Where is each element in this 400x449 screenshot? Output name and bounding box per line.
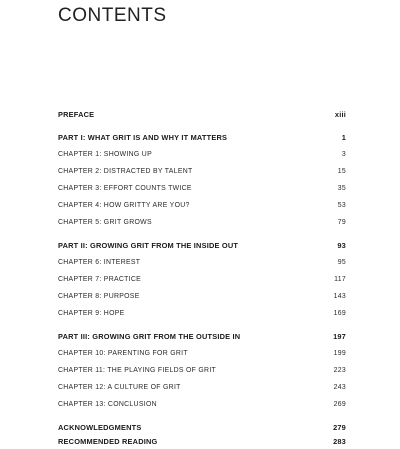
toc-page-number: 3	[341, 151, 346, 158]
toc-chapter-label: CHAPTER 7: PRACTICE	[58, 276, 142, 283]
toc-page-number: 279	[333, 423, 346, 432]
toc-page-number: 53	[337, 202, 346, 209]
toc-page-number: 283	[333, 437, 346, 446]
toc-entry-label: PREFACE	[58, 110, 95, 119]
toc-chapter-label: CHAPTER 11: THE PLAYING FIELDS OF GRIT	[58, 367, 217, 374]
toc-chapter-5	[58, 216, 346, 230]
toc-chapter-label: CHAPTER 1: SHOWING UP	[58, 151, 152, 158]
toc-chapter-9	[58, 307, 346, 321]
toc-entry-label: ACKNOWLEDGMENTS	[58, 423, 142, 432]
toc-chapter-10	[58, 347, 346, 361]
toc-chapter-label: CHAPTER 6: INTEREST	[58, 259, 141, 266]
toc-chapter-3	[58, 182, 346, 196]
toc-page-number: 95	[337, 259, 346, 266]
toc-chapter-7	[58, 273, 346, 287]
toc-part-3	[58, 330, 346, 344]
toc-chapter-label: CHAPTER 9: HOPE	[58, 310, 125, 317]
toc-part-2	[58, 239, 346, 253]
toc-page-number: 223	[333, 367, 346, 374]
toc-page-number: 93	[337, 241, 346, 250]
toc-page-number: 79	[337, 219, 346, 226]
toc-chapter-label: CHAPTER 3: EFFORT COUNTS TWICE	[58, 185, 192, 192]
toc-chapter-label: CHAPTER 5: GRIT GROWS	[58, 219, 152, 226]
toc-entry-acknowledgments	[58, 421, 346, 435]
toc-chapter-6	[58, 256, 346, 270]
toc-chapter-label: CHAPTER 13: CONCLUSION	[58, 401, 157, 408]
toc-chapter-label: CHAPTER 8: PURPOSE	[58, 293, 140, 300]
toc-page-number: 199	[333, 350, 346, 357]
toc-chapter-4	[58, 199, 346, 213]
toc-page-number: xiii	[334, 110, 346, 119]
toc-page-number: 197	[333, 332, 346, 341]
toc-chapter-12	[58, 381, 346, 395]
toc-chapter-13	[58, 398, 346, 412]
toc-page-number: 1	[341, 133, 346, 142]
toc-page-number: 143	[333, 293, 346, 300]
toc-entry-label: RECOMMENDED READING	[58, 437, 158, 446]
toc-page-number: 15	[337, 168, 346, 175]
toc-page-number: 169	[333, 310, 346, 317]
toc-chapter-label: CHAPTER 12: A CULTURE OF GRIT	[58, 384, 181, 391]
toc-page-number: 117	[334, 276, 346, 283]
toc-chapter-label: CHAPTER 4: HOW GRITTY ARE YOU?	[58, 202, 190, 209]
toc-page-number: 269	[333, 401, 346, 408]
toc-page-number: 35	[337, 185, 346, 192]
toc-part-1	[58, 131, 346, 145]
toc-chapter-2	[58, 165, 346, 179]
toc-part-label: PART II: GROWING GRIT FROM THE INSIDE OUT	[58, 241, 239, 250]
table-of-contents	[58, 108, 346, 449]
toc-chapter-11	[58, 364, 346, 378]
toc-chapter-8	[58, 290, 346, 304]
toc-part-label: PART III: GROWING GRIT FROM THE OUTSIDE IN	[58, 332, 241, 341]
toc-entry-recommended-reading	[58, 435, 346, 449]
toc-chapter-label: CHAPTER 10: PARENTING FOR GRIT	[58, 350, 188, 357]
toc-part-label: PART I: WHAT GRIT IS AND WHY IT MATTERS	[58, 133, 228, 142]
toc-entry-preface	[58, 108, 346, 122]
toc-page-number: 243	[333, 384, 346, 391]
page-title: CONTENTS	[58, 5, 167, 26]
toc-chapter-1	[58, 148, 346, 162]
toc-chapter-label: CHAPTER 2: DISTRACTED BY TALENT	[58, 168, 193, 175]
